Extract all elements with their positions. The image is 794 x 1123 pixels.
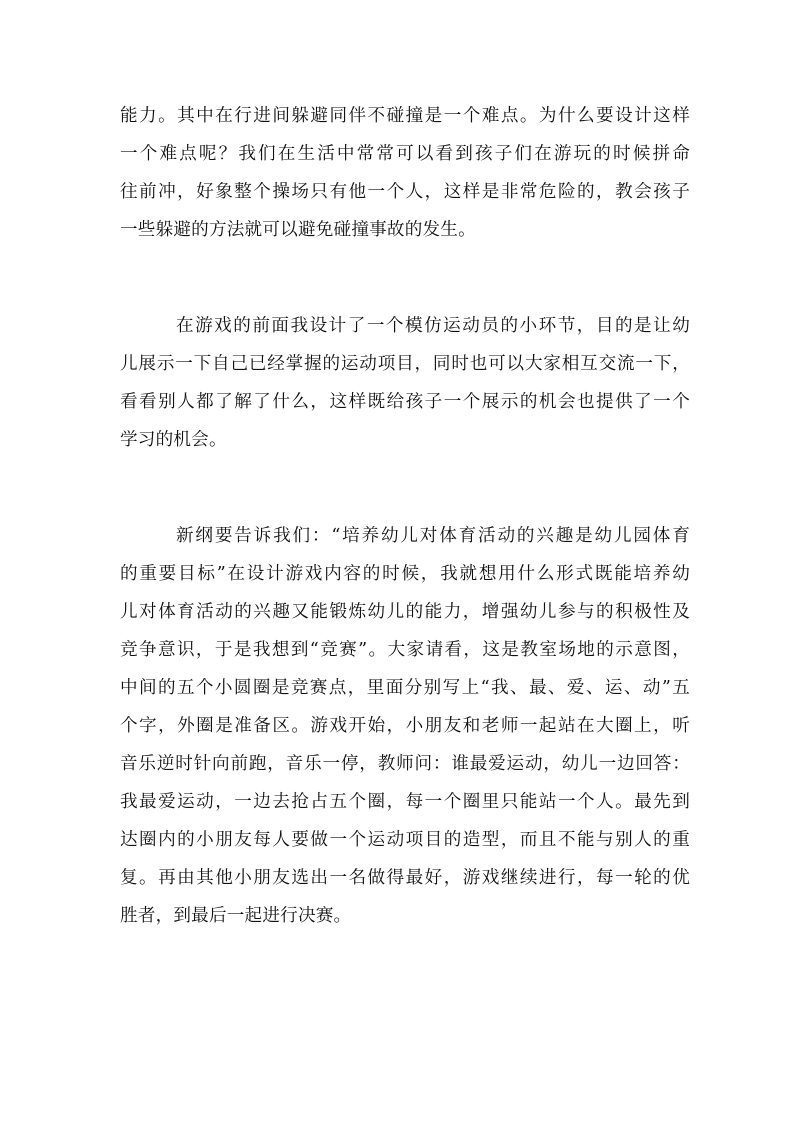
text-line: 儿展示一下自己已经掌握的运动项目，同时也可以大家相互交流一下， bbox=[120, 354, 690, 374]
text-line: 达圈内的小朋友每人要做一个运动项目的造型，而且不能与别人的重 bbox=[120, 830, 690, 850]
paragraph-3 bbox=[120, 517, 690, 935]
text-line: 一些躲避的方法就可以避免碰撞事故的发生。 bbox=[120, 220, 476, 240]
text-line: 往前冲，好象整个操场只有他一个人，这样是非常危险的，教会孩子 bbox=[120, 182, 690, 202]
text-line: 中间的五个小圆圈是竞赛点，里面分别写上“我、最、爱、运、动”五 bbox=[120, 678, 690, 698]
text-line: 个字，外圈是准备区。游戏开始，小朋友和老师一起站在大圈上，听 bbox=[120, 716, 690, 736]
text-line: 在游戏的前面我设计了一个模仿运动员的小环节，目的是让幼 bbox=[176, 316, 690, 336]
paragraph-1 bbox=[120, 97, 690, 249]
text-line: 复。再由其他小朋友选出一名做得最好，游戏继续进行，每一轮的优 bbox=[120, 868, 690, 888]
text-line: 能力。其中在行进间躲避同伴不碰撞是一个难点。为什么要设计这样 bbox=[120, 106, 690, 126]
text-line: 胜者，到最后一起进行决赛。 bbox=[120, 906, 352, 926]
text-line: 新纲要告诉我们：“培养幼儿对体育活动的兴趣是幼儿园体育 bbox=[176, 526, 690, 546]
text-line: 一个难点呢？我们在生活中常常可以看到孩子们在游玩的时候拼命 bbox=[120, 144, 690, 164]
text-line: 看看别人都了解了什么，这样既给孩子一个展示的机会也提供了一个 bbox=[120, 392, 690, 412]
text-line: 我最爱运动，一边去抢占五个圈，每一个圈里只能站一个人。最先到 bbox=[120, 792, 690, 812]
text-line: 音乐逆时针向前跑，音乐一停，教师问：谁最爱运动，幼儿一边回答： bbox=[120, 754, 690, 774]
text-line: 学习的机会。 bbox=[120, 430, 227, 450]
text-line: 的重要目标”在设计游戏内容的时候，我就想用什么形式既能培养幼 bbox=[120, 564, 690, 584]
text-line: 竞争意识，于是我想到“竞赛”。大家请看，这是教室场地的示意图， bbox=[120, 640, 690, 660]
paragraph-2 bbox=[120, 307, 690, 459]
text-line: 儿对体育活动的兴趣又能锻炼幼儿的能力，增强幼儿参与的积极性及 bbox=[120, 602, 690, 622]
